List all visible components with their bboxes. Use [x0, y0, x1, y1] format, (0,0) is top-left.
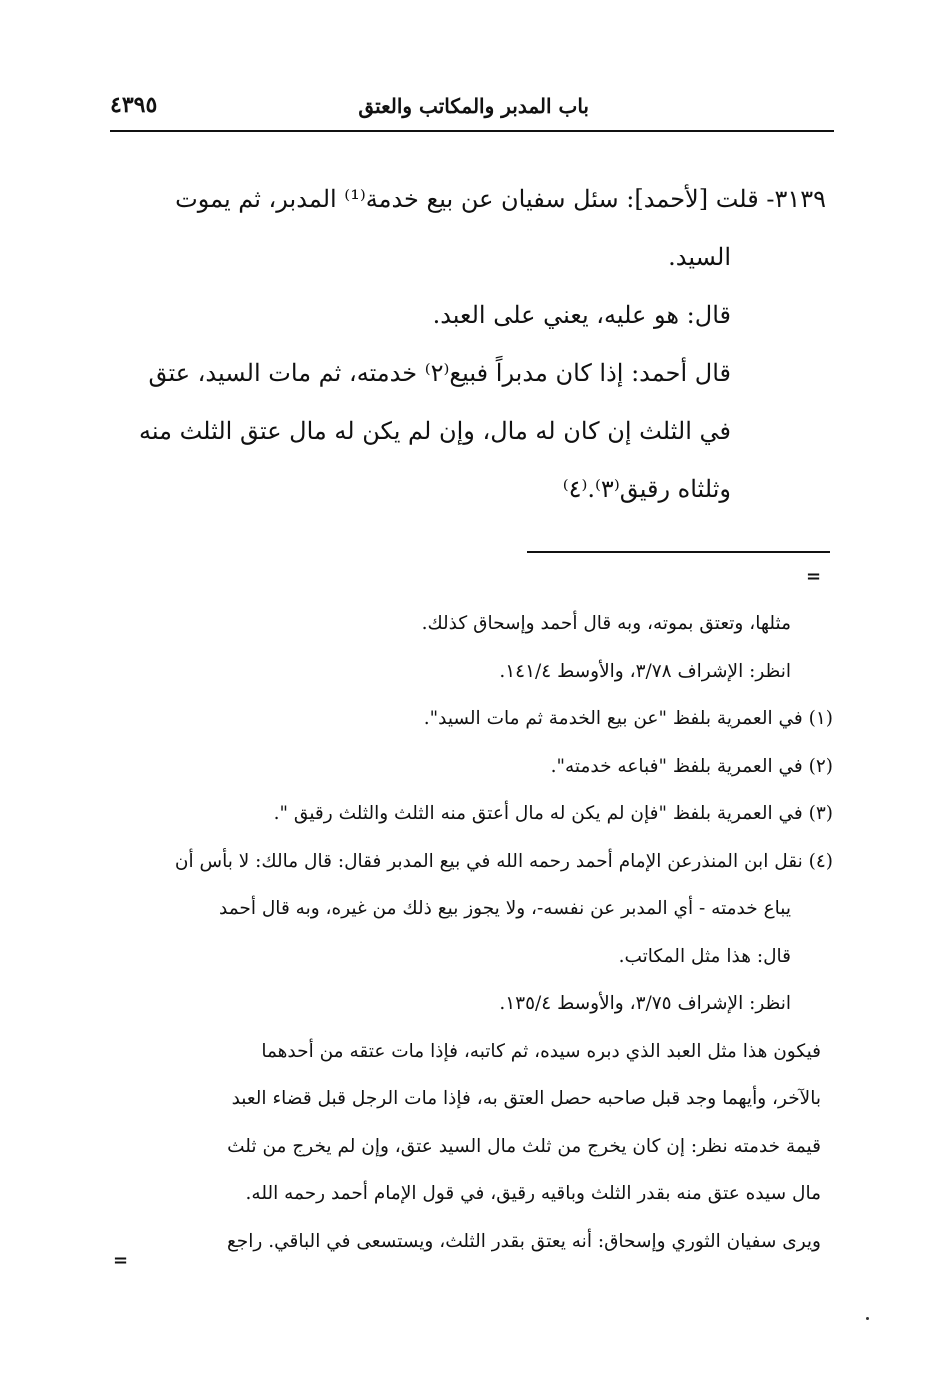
- footnote-line: مثلها، وتعتق بموته، وبه قال أحمد وإسحاق كذلك.: [421, 613, 791, 634]
- footnote-line: ويرى سفيان الثوري وإسحاق: أنه يعتق بقدر الثلث، ويستسعى في الباقي. راجع: [226, 1230, 821, 1252]
- footnote-separator: [527, 551, 830, 553]
- main-line: في الثلث إن كان له مال، وإن لم يكن له مال عتق الثلث منه: [138, 417, 731, 445]
- footnote-line: انظر: الإشراف ٣/٧٨، والأوسط ١٤١/٤.: [499, 660, 791, 682]
- header-rule: [110, 130, 834, 132]
- page-number: ٤٣٩٥: [110, 92, 158, 118]
- main-line: وثلثاه رقيق⁽٣⁾.⁽٤⁾: [562, 475, 731, 503]
- footnotes-block: [107, 600, 833, 1265]
- main-line: قال: هو عليه، يعني على العبد.: [432, 301, 731, 329]
- scan-speck: [866, 1317, 869, 1320]
- running-header-title: باب المدبر والمكاتب والعتق: [358, 94, 589, 118]
- footnote-line: (٢) في العمرية بلفظ "فباعه خدمته".: [550, 755, 833, 777]
- main-text-block: [110, 170, 826, 518]
- main-line: قال أحمد: إذا كان مدبراً فبيع⁽٢⁾ خدمته، ثم مات السيد، عتق: [148, 359, 731, 387]
- footnote-line: فيكون هذا مثل العبد الذي دبره سيده، ثم كاتبه، فإذا مات عتقه من أحدهما: [261, 1040, 821, 1062]
- main-line: ٣١٣٩- قلت [لأحمد]: سئل سفيان عن بيع خدمة⁽¹⁾ المدبر، ثم يموت: [175, 185, 826, 213]
- footnote-line: (١) في العمرية بلفظ "عن بيع الخدمة ثم مات السيد".: [423, 708, 833, 729]
- footnote-line: يباع خدمته - أي المدبر عن نفسه-، ولا يجوز بيع ذلك من غيره، وبه قال أحمد: [219, 898, 791, 919]
- footnote-end-mark: =: [113, 1250, 129, 1271]
- footnote-line: قال: هذا مثل المكاتب.: [618, 945, 791, 967]
- footnote-line: انظر: الإشراف ٣/٧٥، والأوسط ١٣٥/٤.: [499, 993, 791, 1014]
- footnote-line: بالآخر، وأيهما وجد قبل صاحبه حصل العتق به، فإذا مات الرجل قبل قضاء العبد: [231, 1088, 821, 1109]
- footnote-continuation-mark: =: [806, 566, 822, 587]
- footnote-line: مال سيده عتق منه بقدر الثلث وباقيه رقيق، في قول الإمام أحمد رحمه الله.: [245, 1183, 821, 1204]
- footnote-line: (٤) نقل ابن المنذرعن الإمام أحمد رحمه الله في بيع المدبر فقال: قال مالك: لا بأس أن: [174, 850, 833, 872]
- footnote-line: قيمة خدمته نظر: إن كان يخرج من ثلث مال السيد عتق، وإن لم يخرج من ثلث: [227, 1135, 821, 1157]
- main-line: السيد.: [668, 243, 731, 271]
- footnote-line: (٣) في العمرية بلفظ "فإن لم يكن له مال أعتق منه الثلث والثلث رقيق ".: [273, 803, 833, 824]
